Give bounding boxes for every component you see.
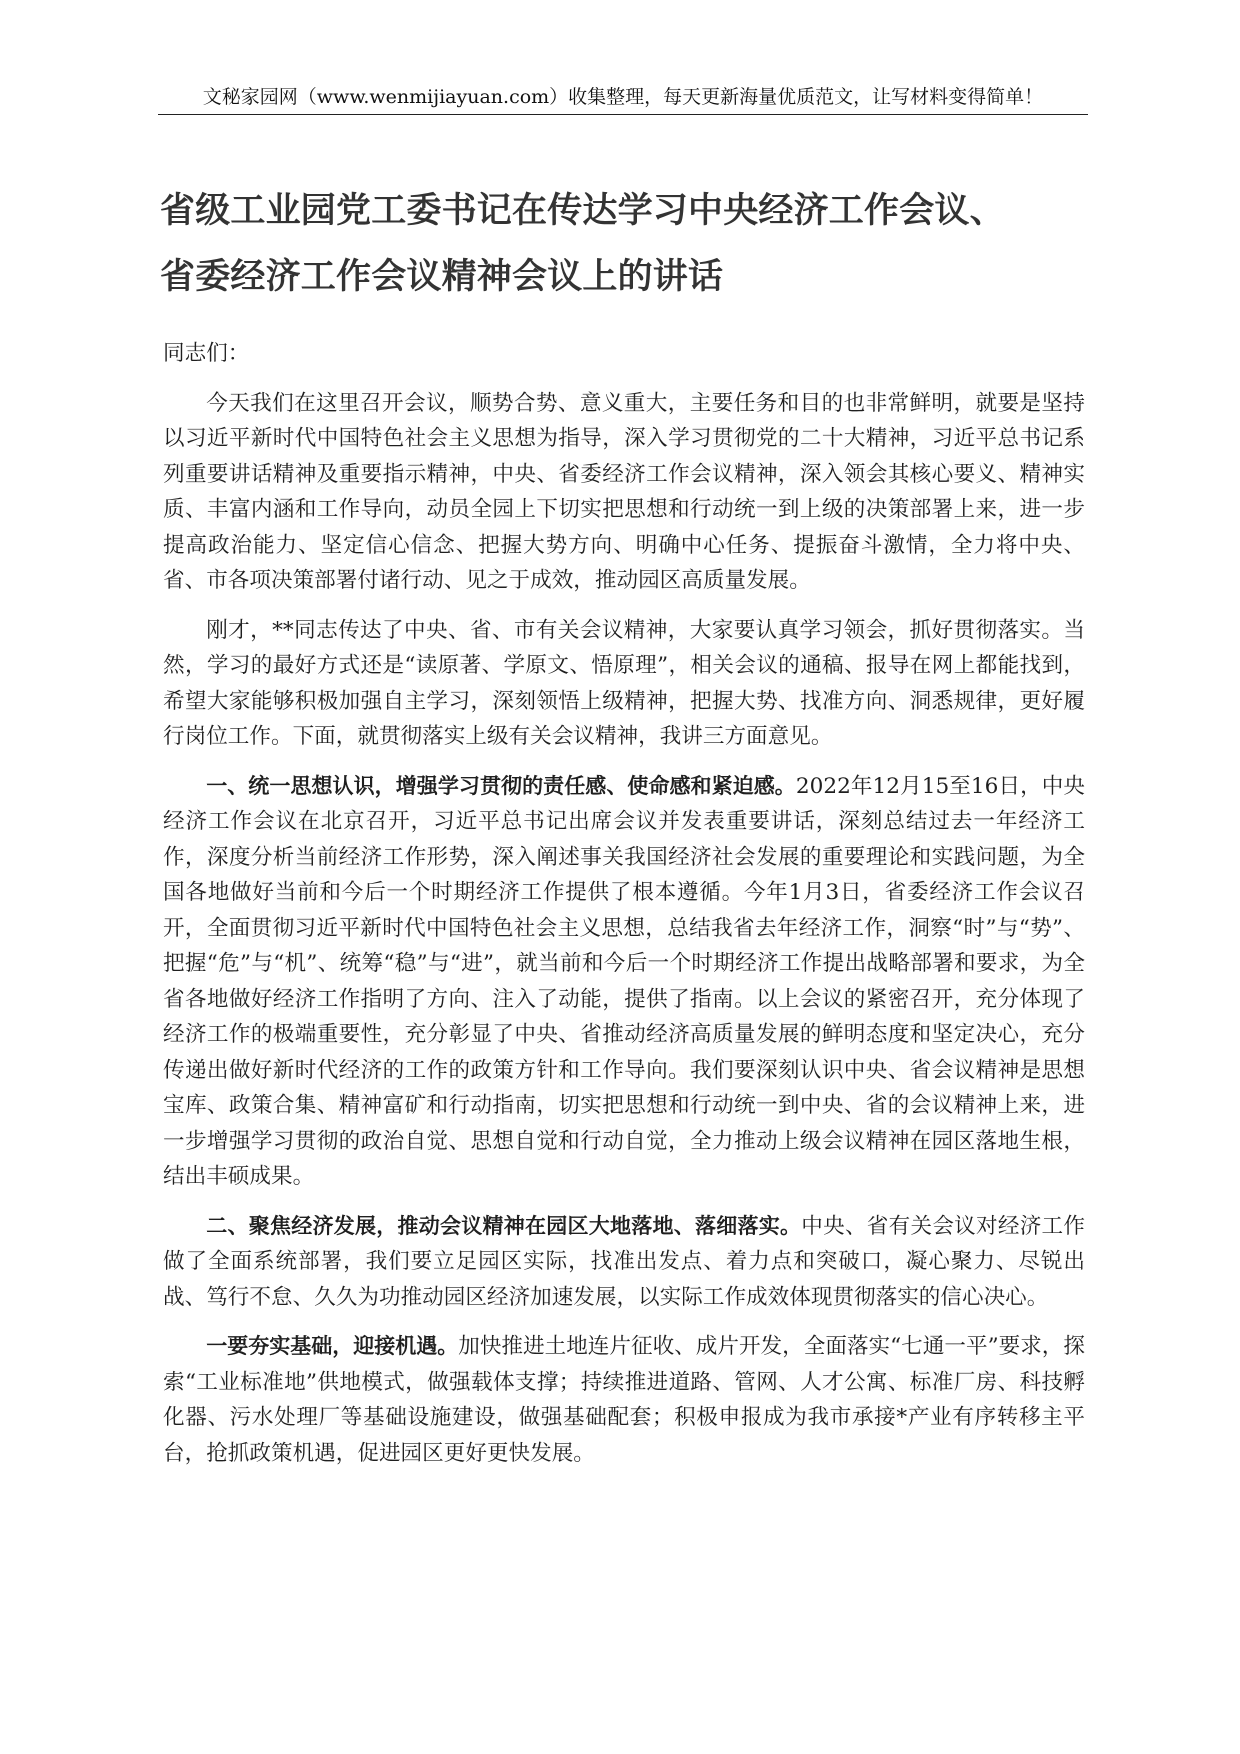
- document-title: [160, 178, 1090, 310]
- document-body: [163, 336, 1085, 1485]
- paragraph-opening: [163, 386, 1085, 599]
- paragraph-section-1: [163, 769, 1085, 1195]
- title-line-2: 省委经济工作会议精神会议上的讲话: [160, 257, 724, 297]
- subsection-heading: 一要夯实基础，迎接机遇。: [206, 1334, 459, 1358]
- paragraph-intro: [163, 613, 1085, 755]
- section-heading: 一、统一思想认识，增强学习贯彻的责任感、使命感和紧迫感。: [206, 773, 796, 798]
- paragraph-subsection-1: [163, 1329, 1085, 1471]
- paragraph-text: 加快推进土地连片征收、成片开发，全面落实“七通一平”要求，探索“工业标准地”供地模式，做强载体支撑；持续推进道路、管网、人才公寓、标准厂房、科技孵化器、污水处理厂等基础设施建设，做强基础配套；积极申报成为我市承接*产业有序转移主平台，抢抓政策机遇，促进园区更好更快发展。: [163, 1334, 1085, 1466]
- paragraph-text: 今天我们在这里召开会议，顺势合势、意义重大，主要任务和目的也非常鲜明，就要是坚持以习近平新时代中国特色社会主义思想为指导，深入学习贯彻党的二十大精神，习近平总书记系列重要讲话精神及重要指示精神，中央、省委经济工作会议精神，深入领会其核心要义、精神实质、丰富内涵和工作导向，动员全园上下切实把思想和行动统一到上级的决策部署上来，进一步提高政治能力、坚定信心信念、把握大势方向、明确中心任务、提振奋斗激情，全力将中央、省、市各项决策部署付诸行动、见之于成效，推动园区高质量发展。: [163, 390, 1085, 593]
- paragraph-section-2: [163, 1209, 1085, 1316]
- section-heading: 二、聚焦经济发展，推动会议精神在园区大地落地、落细落实。: [206, 1213, 802, 1238]
- paragraph-text: 2022年12月15至16日，中央经济工作会议在北京召开，习近平总书记出席会议并发表重要讲话，深刻总结过去一年经济工作，深度分析当前经济工作形势，深入阐述事关我国经济社会发展的重要理论和实践问题，为全国各地做好当前和今后一个时期经济工作提供了根本遵循。今年1月3日，省委经济工作会议召开，全面贯彻习近平新时代中国特色社会主义思想，总结我省去年经济工作，洞察“时”与“势”、把握“危”与“机”、统筹“稳”与“进”，就当前和今后一个时期经济工作提出战略部署和要求，为全省各地做好经济工作指明了方向、注入了动能，提供了指南。以上会议的紧密召开，充分体现了经济工作的极端重要性，充分彰显了中央、省推动经济高质量发展的鲜明态度和坚定决心，充分传递出做好新时代经济的工作的政策方针和工作导向。我们要深刻认识中央、省会议精神是思想宝库、政策合集、精神富矿和行动指南，切实把思想和行动统一到中央、省的会议精神上来，进一步增强学习贯彻的政治自觉、思想自觉和行动自觉，全力推动上级会议精神在园区落地生根，结出丰硕成果。: [163, 773, 1085, 1189]
- paragraph-text: 中央、省有关会议对经济工作做了全面系统部署，我们要立足园区实际，找准出发点、着力点和突破口，凝心聚力、尽锐出战、笃行不怠、久久为功推动园区经济加速发展，以实际工作成效体现贯彻落实的信心决心。: [163, 1213, 1085, 1310]
- title-line-1: 省级工业园党工委书记在传达学习中央经济工作会议、: [160, 191, 1005, 231]
- paragraph-text: 刚才，**同志传达了中央、省、市有关会议精神，大家要认真学习领会，抓好贯彻落实。当然，学习的最好方式还是“读原著、学原文、悟原理”，相关会议的通稿、报导在网上都能找到，希望大家能够积极加强自主学习，深刻领悟上级精神，把握大势、找准方向、洞悉规律，更好履行岗位工作。下面，就贯彻落实上级有关会议精神，我讲三方面意见。: [163, 617, 1085, 749]
- page-header: [158, 84, 1088, 115]
- header-text: 文秘家园网（www.wenmijiayuan.com）收集整理，每天更新海量优质范文，让写材料变得简单！: [202, 86, 1044, 108]
- greeting: 同志们：: [163, 341, 250, 366]
